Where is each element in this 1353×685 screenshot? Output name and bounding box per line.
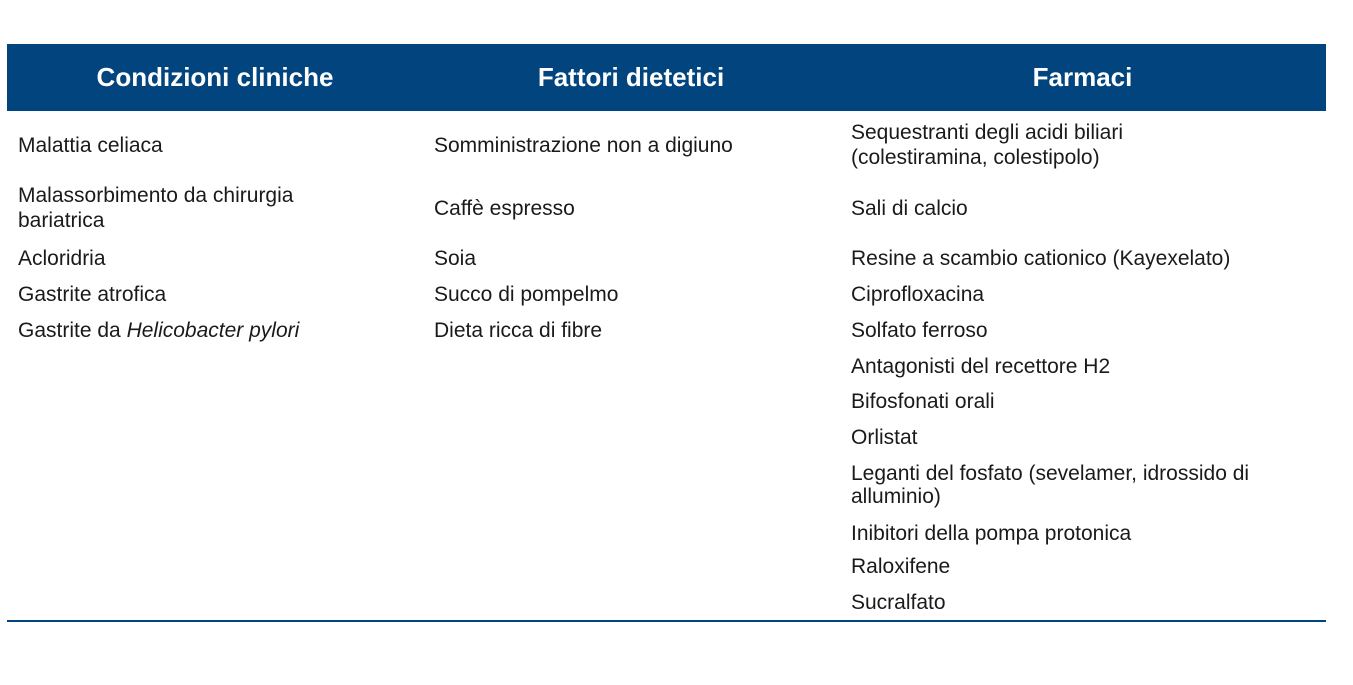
cell-farmaci: Antagonisti del recettore H2	[851, 354, 1111, 378]
cell-condizioni: Malattia celiaca	[18, 133, 163, 157]
cell-condizioni: Acloridria	[18, 246, 106, 270]
cell-fattori: Soia	[434, 246, 477, 270]
cell-farmaci-line: Sequestranti degli acidi biliari	[851, 121, 1123, 144]
header-fattori-dietetici: Fattori dietetici	[537, 62, 725, 92]
table-row	[7, 459, 1326, 511]
table	[7, 44, 1326, 621]
cell-fattori: Somministrazione non a digiuno	[434, 133, 733, 157]
cell-fattori: Caffè espresso	[434, 196, 575, 220]
table-row	[7, 182, 1326, 234]
table-row	[7, 422, 1326, 452]
cell-farmaci: Sali di calcio	[851, 196, 968, 220]
cell-condizioni-line: Malassorbimento da chirurgia	[18, 184, 294, 207]
header-farmaci: Farmaci	[1032, 62, 1133, 92]
table-row	[7, 518, 1326, 548]
cell-farmaci-line: (colestiramina, colestipolo)	[851, 146, 1100, 169]
cell-condizioni-prefix: Gastrite da	[18, 318, 127, 342]
cell-farmaci	[840, 120, 1326, 170]
cell-farmaci-line: alluminio)	[851, 485, 941, 508]
header-condizioni-cliniche: Condizioni cliniche	[96, 62, 334, 92]
cell-fattori: Dieta ricca di fibre	[434, 318, 603, 342]
cell-condizioni: Gastrite atrofica	[18, 282, 167, 306]
table-row	[7, 119, 1326, 171]
cell-farmaci: Bifosfonati orali	[851, 389, 995, 413]
cell-farmaci	[840, 462, 1326, 508]
cell-fattori: Succo di pompelmo	[434, 282, 619, 306]
table-row	[7, 243, 1326, 273]
table-body	[7, 111, 1326, 621]
table-row	[7, 551, 1326, 581]
table-row	[7, 279, 1326, 309]
cell-condizioni-line: bariatrica	[18, 209, 105, 232]
table-row	[7, 386, 1326, 416]
cell-farmaci: Solfato ferroso	[851, 318, 988, 342]
cell-condizioni	[7, 318, 423, 343]
table-row	[7, 351, 1326, 381]
table-bottom-rule	[7, 620, 1326, 622]
cell-condizioni-italic: Helicobacter pylori	[126, 318, 300, 342]
cell-farmaci: Raloxifene	[851, 554, 951, 578]
cell-farmaci: Orlistat	[851, 425, 918, 449]
cell-condizioni	[7, 183, 423, 233]
cell-farmaci: Inibitori della pompa protonica	[851, 521, 1132, 545]
cell-farmaci: Resine a scambio cationico (Kayexelato)	[851, 246, 1231, 270]
cell-farmaci-line: Leganti del fosfato (sevelamer, idrossido di	[851, 462, 1250, 485]
table-header	[7, 44, 1326, 111]
table-row	[7, 587, 1326, 617]
cell-farmaci: Ciprofloxacina	[851, 282, 985, 306]
cell-farmaci: Sucralfato	[851, 590, 946, 614]
table-row	[7, 315, 1326, 345]
